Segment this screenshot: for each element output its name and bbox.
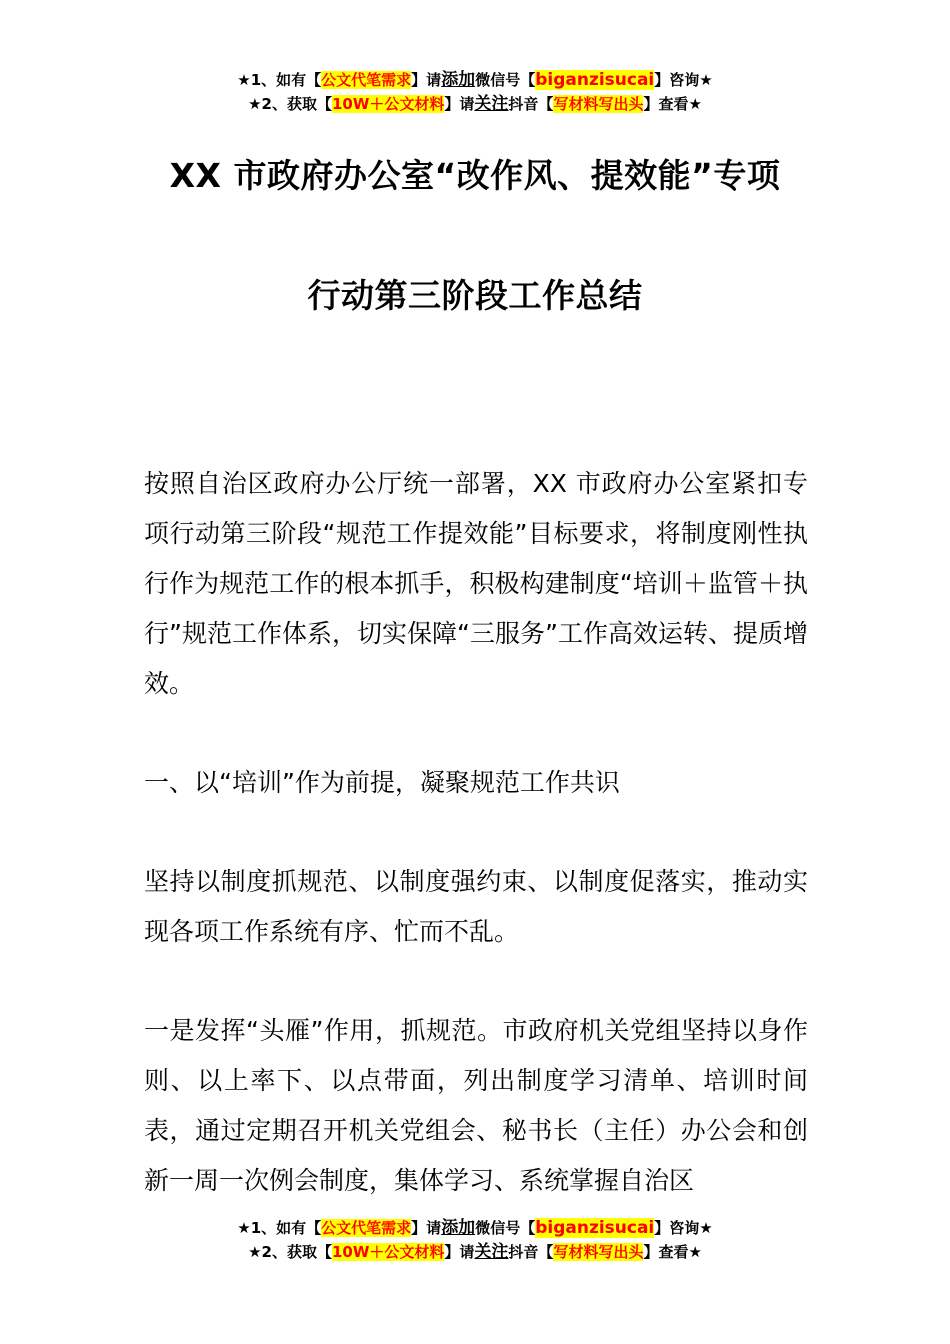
- promo-highlight: 公文代笔需求: [321, 71, 412, 89]
- promo-line-2: [0, 92, 950, 116]
- promo-highlight: 写材料写出头: [553, 1243, 644, 1261]
- paragraph-intro: 按照自治区政府办公厅统一部署，XX 市政府办公室紧扣专项行动第三阶段“规范工作提效能”目标要求，将制度刚性执行作为规范工作的根本抓手，积极构建制度“培训＋监管＋执行”规范工作体系，切实保障“三服务”工作高效运转、提质增效。: [144, 469, 808, 698]
- promo-text: ★1、如有【: [237, 71, 322, 89]
- paragraph-section-1-summary: 坚持以制度抓规范、以制度强约束、以制度促落实，推动实现各项工作系统有序、忙而不乱。: [144, 867, 808, 946]
- promo-text: ★1、如有【: [237, 1219, 322, 1237]
- promo-underline: 添加: [441, 1218, 476, 1238]
- promo-text: 微信号【: [475, 71, 536, 89]
- section-heading-1: 一、以“培训”作为前提，凝聚规范工作共识: [144, 768, 620, 797]
- promo-text: 】请: [411, 71, 442, 89]
- promo-highlight: 10W＋公文材料: [331, 95, 445, 113]
- promo-highlight: biganzisucai: [535, 1218, 655, 1238]
- document-title-line-2: 行动第三阶段工作总结: [307, 276, 643, 315]
- promo-text: 】请: [444, 95, 475, 113]
- promo-highlight: biganzisucai: [535, 70, 655, 90]
- promo-text: 微信号【: [475, 1219, 536, 1237]
- top-promo-banner: [0, 68, 950, 116]
- promo-underline: 关注: [474, 94, 509, 114]
- promo-text: 】请: [444, 1243, 475, 1261]
- promo-text: 抖音【: [508, 95, 554, 113]
- promo-text: ★2、获取【: [248, 1243, 332, 1261]
- promo-text: 】请: [411, 1219, 442, 1237]
- promo-underline: 添加: [441, 70, 476, 90]
- promo-highlight: 写材料写出头: [553, 95, 644, 113]
- paragraph-section-1-point-1: 一是发挥“头雁”作用，抓规范。市政府机关党组坚持以身作则、以上率下、以点带面，列出制度学习清单、培训时间表，通过定期召开机关党组会、秘书长（主任）办公会和创新一周一次例会制度，集体学习、系统掌握自治区: [144, 1016, 808, 1195]
- promo-highlight: 公文代笔需求: [321, 1219, 412, 1237]
- promo-text: 】查看★: [643, 1243, 702, 1261]
- promo-text: 】咨询★: [654, 1219, 713, 1237]
- promo-line-2: [0, 1240, 950, 1264]
- promo-text: 】咨询★: [654, 71, 713, 89]
- promo-text: ★2、获取【: [248, 95, 332, 113]
- promo-line-1: [0, 1216, 950, 1240]
- promo-text: 抖音【: [508, 1243, 554, 1261]
- promo-underline: 关注: [474, 1242, 509, 1262]
- promo-text: 】查看★: [643, 95, 702, 113]
- bottom-promo-banner: [0, 1216, 950, 1264]
- promo-highlight: 10W＋公文材料: [331, 1243, 445, 1261]
- document-title-line-1: XX 市政府办公室“改作风、提效能”专项: [169, 156, 781, 195]
- promo-line-1: [0, 68, 950, 92]
